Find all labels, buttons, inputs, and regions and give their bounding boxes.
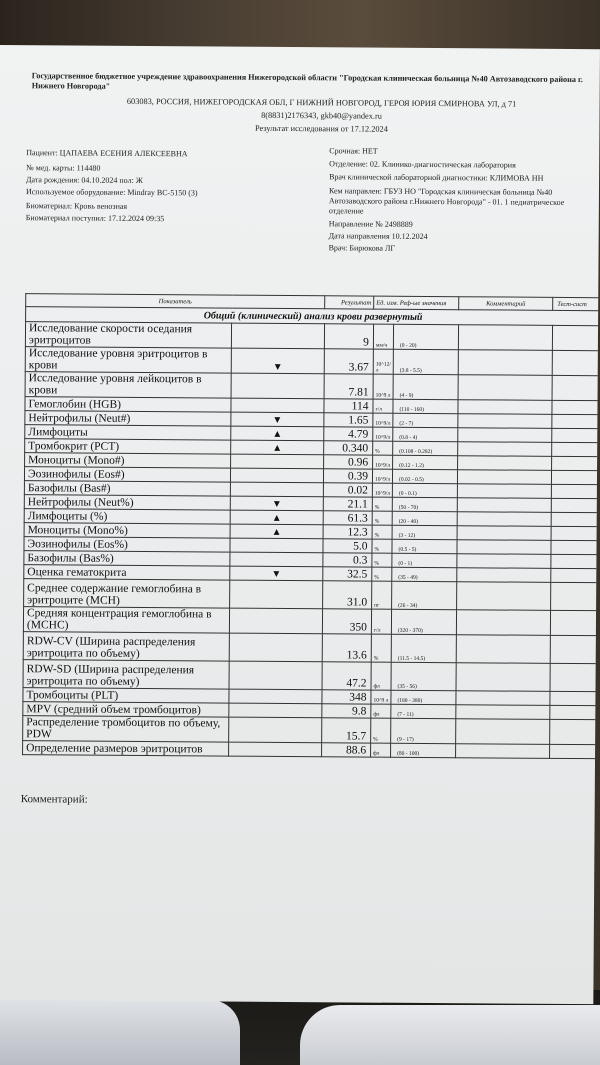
result-name: Нейтрофилы (Neut#) [25,411,231,426]
result-test-system [551,554,599,568]
result-value: 0.02 [323,483,372,497]
result-flag [230,538,323,553]
result-test-system [552,428,600,442]
result-test-system [551,568,599,582]
result-comment [458,350,552,376]
result-reference: (0.5 - 5) [392,539,457,553]
result-name: Лимфоциты (%) [24,509,230,524]
result-test-system [552,400,600,414]
result-value: 9.8 [322,704,371,718]
result-reference: (3.8 - 5.5) [393,349,458,374]
result-unit: фл [371,704,391,718]
result-name: Тромбоциты (PLT) [23,688,229,703]
result-comment [456,719,550,745]
lab-report-sheet [0,45,600,1004]
referral-date: Дата направления 10.12.2024 [328,231,428,241]
result-flag: ▲ [231,426,324,441]
result-unit: % [371,634,391,662]
results-body [23,322,600,759]
referring-doctor: Врач: Бирюкова ЛГ [328,243,396,253]
result-value: 12.3 [323,525,372,539]
result-flag: ▲ [230,510,323,525]
result-test-system [550,610,598,635]
result-comment [456,663,550,692]
result-reference: (180 - 380) [391,690,456,704]
result-name: Исследование уровня эритроцитов в крови [25,347,231,373]
result-test-system [551,526,599,540]
result-name: Базофилы (Bas%) [24,551,230,566]
result-reference: (11.5 - 14.5) [391,634,456,662]
results-table [22,293,600,759]
result-value: 13.6 [322,634,371,662]
result-reference: (0.12 - 1.2) [393,455,458,469]
result-value: 114 [324,399,373,413]
result-unit: % [372,497,392,511]
result-test-system [551,484,599,498]
equipment: Используемое оборудование: Mindray BC-5150 (3) [25,187,198,198]
result-name: Лимфоциты [25,425,231,440]
result-comment [457,498,551,513]
result-comment [457,568,551,583]
institution-name: Государственное бюджетное учреждение здравоохранения Нижегородской области "Городская клиническая больница №40 Автозаводского района г. Нижнего Новгорода" [31,71,583,91]
result-test-system [552,350,600,375]
result-flag [229,703,322,718]
result-reference: (0 - 0.1) [392,483,457,497]
result-unit: 10^9 л [371,690,391,704]
result-flag [231,323,324,349]
result-value: 21.1 [323,497,372,511]
result-name: Оценка гематокрита [24,565,230,580]
result-test-system [550,744,598,758]
header-test-system: Тест-сист [553,297,600,310]
result-reference: (9 - 17) [391,718,456,743]
result-unit: % [372,525,392,539]
header-result: Результат [325,296,374,309]
result-name: RDW-SD (Ширина распределения эритроцита по объему) [23,660,229,689]
result-name: Гемоглобин (HGB) [25,397,231,412]
result-comment [457,554,551,569]
result-test-system [551,498,599,512]
result-flag [229,608,322,634]
result-value: 0.39 [323,469,372,483]
result-comment [458,428,552,443]
result-unit: % [373,441,393,455]
result-test-system [552,442,600,456]
result-flag [230,468,323,483]
table-row [23,741,598,759]
result-test-system [551,512,599,526]
result-name: RDW-CV (Ширина распределения эритроцита по объему) [23,632,229,661]
result-name: Моноциты (Mono#) [25,453,231,468]
result-comment [458,325,552,351]
result-test-system [550,691,598,705]
result-value: 32.5 [323,567,372,581]
table-row [24,579,599,611]
result-unit: % [372,567,392,581]
result-comment [458,400,552,415]
comment-label: Комментарий: [20,793,88,806]
institution-address: 603083, РОССИЯ, НИЖЕГОРОДСКАЯ ОБЛ, Г НИЖНИЙ НОВГОРОД, ГЕРОЯ ЮРИЯ СМИРНОВА УЛ, д 71 [126,96,517,109]
result-flag [230,552,323,567]
sleeve-right [300,1005,600,1065]
result-unit: фл [371,662,391,690]
result-unit: 10^9/л [373,413,393,427]
result-value: 0.340 [324,441,373,455]
result-reference: (110 - 160) [393,399,458,413]
result-comment [456,744,550,759]
result-value: 348 [322,690,371,704]
result-value: 3.67 [324,349,373,374]
result-comment [456,705,550,720]
result-comment [458,442,552,457]
result-unit: 10^9/л [373,455,393,469]
result-comment [456,691,550,706]
result-value: 7.81 [324,374,373,399]
result-reference: (35 - 49) [392,567,457,581]
result-unit: % [372,553,392,567]
result-name: Распределение тромбоцитов по объему, PDW [23,716,229,742]
result-name: Тромбокрит (PCT) [25,439,231,454]
result-comment [457,540,551,555]
report-header [19,71,600,136]
result-flag [229,717,322,743]
result-comment [456,610,550,636]
result-flag [231,398,324,413]
result-comment [456,635,550,664]
result-flag [229,661,322,690]
sender-line-3: отделение [328,206,364,216]
result-flag [230,580,323,609]
section-title: Общий (клинический) анализ крови развернутый [26,307,600,326]
header-comment: Комментарий [459,297,553,311]
result-value: 61.3 [323,511,372,525]
result-flag: ▲ [230,524,323,539]
result-reference: (26 - 34) [392,581,457,609]
result-test-system [552,456,600,470]
result-reference: (80 - 100) [391,743,456,757]
result-reference: (3 - 12) [392,525,457,539]
result-flag [229,742,322,757]
result-value: 15.7 [322,718,371,743]
result-name: Исследование уровня лейкоцитов в крови [25,372,231,398]
result-reference: (2 - 7) [393,413,458,427]
result-test-system [551,470,599,484]
result-value: 88.6 [322,743,371,757]
result-unit: 10^9/л [372,469,392,483]
header-indicator: Показатель [26,294,325,309]
table-row [23,660,598,692]
result-test-system [550,663,598,691]
header-unit: Ед. изм. [376,299,399,307]
urgent-flag: Срочная: НЕТ [329,146,378,156]
result-comment [458,456,552,471]
result-name: Эозинофилы (Eos#) [24,467,230,482]
result-unit: % [372,511,392,525]
institution-contacts: 8(8831)2176343, gkb40@yandex.ru [261,110,382,121]
result-unit: г/л [373,399,393,413]
result-reference: (4 - 9) [393,374,458,399]
lab-doctor: Врач клинической лабораторной диагностики: КЛИМОВА НН [329,172,544,183]
result-reference: (0.108 - 0.282) [393,441,458,455]
sleeve-left [0,1000,240,1065]
result-test-system [552,325,600,350]
result-reference: (320 - 370) [391,609,456,634]
result-unit: 10^9/л [372,483,392,497]
result-unit: 10^9/л [373,427,393,441]
result-test-system [550,705,598,719]
result-name: Средняя концентрация гемоглобина в (MCHC) [23,607,229,633]
result-name: Моноциты (Mono%) [24,523,230,538]
result-test-system [551,582,599,610]
result-reference: (0 - 1) [392,553,457,567]
result-test-system [552,414,600,428]
result-reference: (20 - 40) [392,511,457,525]
result-value: 31.0 [323,581,372,609]
result-flag [229,689,322,704]
result-unit: фл [371,743,391,757]
result-date: Результат исследования от 17.12.2024 [254,123,388,134]
result-reference: (35 - 56) [391,662,456,690]
result-reference: (0 - 20) [393,324,458,349]
result-reference: (7 - 11) [391,704,456,718]
medical-card-number: № мед. карты: 114480 [26,163,101,173]
biomaterial: Биоматериал: Кровь венозная [25,201,128,211]
result-comment [457,484,551,499]
result-flag: ▼ [230,496,323,511]
result-reference: (0.02 - 0.5) [392,469,457,483]
result-reference: (0.8 - 4) [393,427,458,441]
result-name: Среднее содержание гемоглобина в эритроците (MCH) [24,579,230,608]
result-unit: 10^12/л [373,349,393,374]
result-value: 1.65 [324,413,373,427]
result-test-system [550,719,598,744]
result-value: 350 [322,609,371,634]
result-value: 0.3 [323,553,372,567]
result-flag [230,482,323,497]
table-row [23,632,598,664]
result-comment [457,582,551,611]
result-test-system [551,540,599,554]
sender-line-2: Автозаводского района г.Нижнего Новгорода" - 01. 1 педиатрическое [328,196,565,207]
result-comment [457,526,551,541]
result-name: Нейтрофилы (Neut%) [24,495,230,510]
result-unit: 10^9 л [373,374,393,399]
result-name: Определение размеров эритроцитов [23,741,229,756]
referral-number: Направление № 2498889 [328,219,413,229]
biomaterial-received: Биоматериал поступил: 17.12.2024 09:35 [25,213,165,224]
result-value: 47.2 [322,662,371,690]
result-reference: (50 - 70) [392,497,457,511]
birth-date: Дата рождения: 04.10.2024 пол: Ж [26,175,144,186]
result-comment [458,375,552,401]
result-test-system [552,375,600,400]
result-name: Базофилы (Bas#) [24,481,230,496]
result-name: Исследование скорости оседания эритроцитов [25,322,231,348]
result-value: 4.79 [324,427,373,441]
result-unit: % [371,718,391,743]
result-unit: мм/ч [373,324,393,349]
result-unit: % [372,539,392,553]
result-flag: ▲ [231,440,324,455]
result-flag: ▼ [230,566,323,581]
result-name: MPV (средний объем тромбоцитов) [23,702,229,717]
result-flag [231,454,324,469]
header-unit-ref [374,296,459,310]
header-ref: Реф-ые значения [399,299,447,307]
result-value: 0.96 [324,455,373,469]
result-flag: ▼ [231,412,324,427]
sender-line-1: Кем направлен: ГБУЗ НО "Городская клиническая больница №40 [328,186,553,197]
result-flag: ▼ [231,348,324,374]
result-comment [457,512,551,527]
patient-name: Пациент: ЦАПАЕВА ЕСЕНИЯ АЛЕКСЕЕВНА [26,148,188,159]
result-comment [457,470,551,485]
result-unit: г/л [371,609,391,634]
result-flag [229,633,322,662]
result-flag [231,373,324,399]
result-name: Эозинофилы (Eos%) [24,537,230,552]
result-value: 5.0 [323,539,372,553]
lab-department: Отделение: 02. Клинико-диагностическая лаборатория [329,159,516,170]
result-comment [458,414,552,429]
result-test-system [550,635,598,663]
result-unit: пг [372,581,392,609]
result-value: 9 [324,324,373,349]
